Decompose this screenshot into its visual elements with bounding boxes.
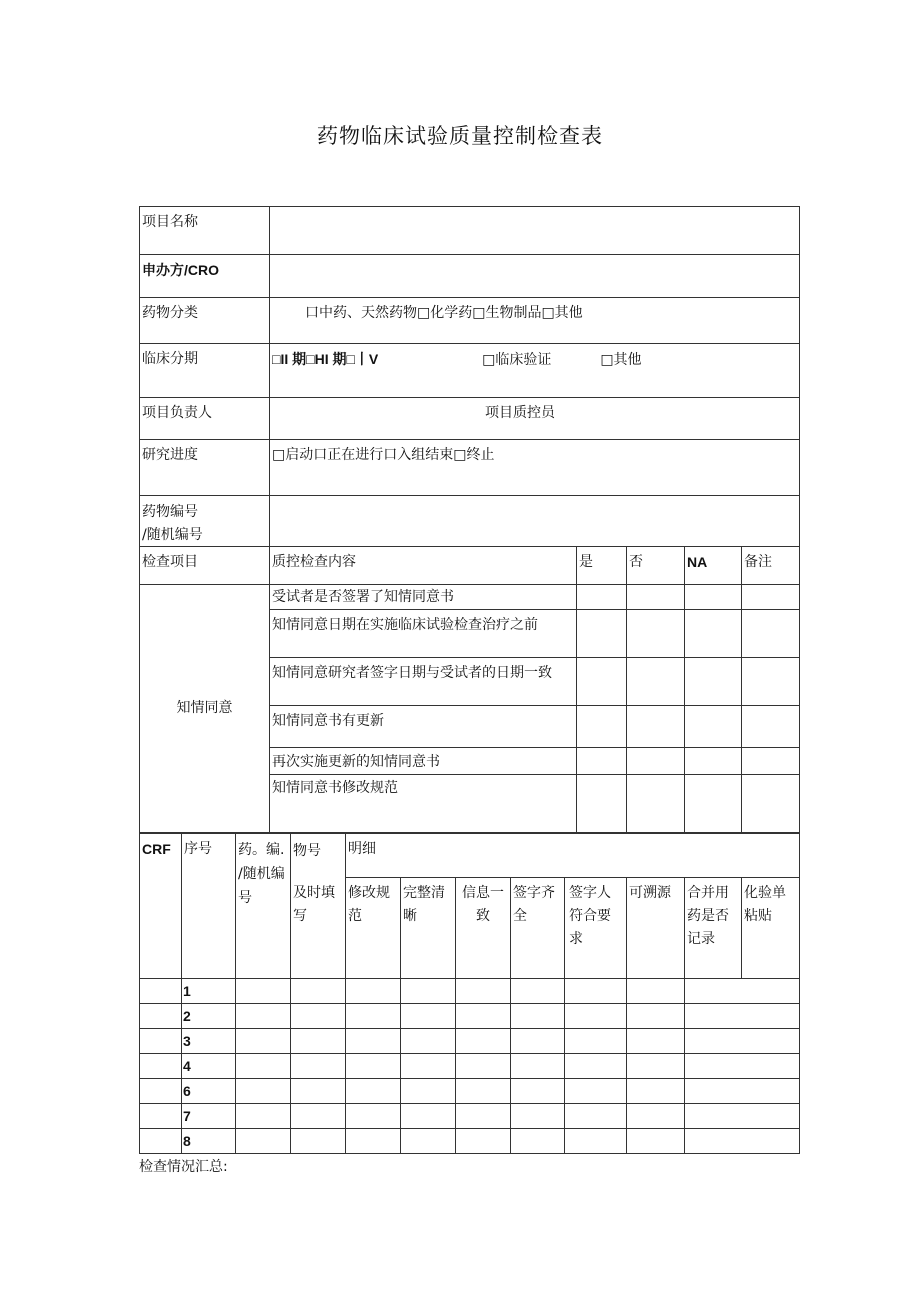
crf-col-timely: 及时填写 — [291, 878, 346, 979]
crf-cell[interactable] — [401, 1054, 456, 1079]
crf-cell[interactable] — [401, 1129, 456, 1154]
crf-cell[interactable] — [685, 1079, 800, 1104]
crf-cell[interactable] — [685, 1104, 800, 1129]
crf-cell[interactable] — [140, 1004, 182, 1029]
crf-cell[interactable] — [456, 979, 511, 1004]
crf-cell[interactable] — [627, 1054, 685, 1079]
crf-cell[interactable] — [346, 1079, 401, 1104]
drug-category-options[interactable]: 口中药、天然药物□化学药□生物制品□其他 — [270, 298, 800, 344]
crf-cell[interactable] — [236, 1079, 291, 1104]
crf-row-number: 6 — [182, 1079, 236, 1104]
phase-label: 临床分期 — [140, 344, 270, 398]
crf-cell[interactable] — [291, 1129, 346, 1154]
crf-cell[interactable] — [511, 1054, 565, 1079]
crf-cell[interactable] — [511, 1004, 565, 1029]
drug-number-label-line1: 药物编号 — [142, 504, 198, 520]
crf-cell[interactable] — [456, 1004, 511, 1029]
crf-cell[interactable] — [685, 1054, 800, 1079]
crf-cell[interactable] — [511, 1129, 565, 1154]
crf-drug-no-header: 药。编. /随机编号 — [236, 834, 291, 979]
remark-header: 备注 — [742, 547, 800, 585]
crf-cell[interactable] — [685, 979, 800, 1004]
crf-cell[interactable] — [346, 1054, 401, 1079]
consent-5-remark[interactable] — [742, 748, 800, 775]
crf-cell[interactable] — [565, 1104, 627, 1129]
crf-cell[interactable] — [627, 1129, 685, 1154]
crf-row-number: 7 — [182, 1104, 236, 1129]
consent-1-yes[interactable] — [577, 585, 627, 610]
consent-group-label: 知情同意 — [140, 585, 270, 833]
crf-cell[interactable] — [140, 1104, 182, 1129]
consent-item-3: 知情同意研究者签字日期与受试者的日期一致 — [270, 658, 577, 706]
crf-cell[interactable] — [291, 979, 346, 1004]
summary-label: 检查情况汇总: — [139, 1159, 228, 1175]
crf-col-signature: 签字齐全 — [511, 878, 565, 979]
consent-1-no[interactable] — [627, 585, 685, 610]
crf-col-lab-sheet: 化验单粘贴 — [742, 878, 800, 979]
drug-number-label — [140, 496, 270, 547]
consent-3-na[interactable] — [685, 658, 742, 706]
crf-row-number: 8 — [182, 1129, 236, 1154]
consent-4-na[interactable] — [685, 706, 742, 748]
crf-cell[interactable] — [456, 1129, 511, 1154]
crf-table — [139, 833, 800, 1154]
crf-col-consistent: 信息一致 — [456, 878, 511, 979]
crf-item-no-header: 物号 — [291, 834, 346, 878]
crf-cell[interactable] — [456, 1104, 511, 1129]
crf-cell[interactable] — [140, 1129, 182, 1154]
crf-cell[interactable] — [291, 1054, 346, 1079]
crf-cell[interactable] — [565, 1029, 627, 1054]
crf-cell[interactable] — [346, 1129, 401, 1154]
crf-cell[interactable] — [346, 1004, 401, 1029]
project-name-field[interactable] — [270, 207, 800, 255]
consent-6-remark[interactable] — [742, 775, 800, 833]
crf-cell[interactable] — [140, 979, 182, 1004]
progress-label: 研究进度 — [140, 440, 270, 496]
crf-cell[interactable] — [401, 1079, 456, 1104]
no-header: 否 — [627, 547, 685, 585]
drug-category-label: 药物分类 — [140, 298, 270, 344]
consent-item-2: 知情同意日期在实施临床试验检查治疗之前 — [270, 610, 577, 658]
crf-cell[interactable] — [346, 979, 401, 1004]
crf-cell[interactable] — [291, 1079, 346, 1104]
crf-cell[interactable] — [236, 1129, 291, 1154]
consent-4-yes[interactable] — [577, 706, 627, 748]
consent-item-4: 知情同意书有更新 — [270, 706, 577, 748]
crf-cell[interactable] — [401, 979, 456, 1004]
crf-seq-header: 序号 — [182, 834, 236, 979]
crf-cell[interactable] — [565, 1054, 627, 1079]
sponsor-field[interactable] — [270, 255, 800, 298]
consent-3-no[interactable] — [627, 658, 685, 706]
crf-cell[interactable] — [140, 1029, 182, 1054]
crf-cell[interactable] — [346, 1029, 401, 1054]
crf-cell[interactable] — [456, 1079, 511, 1104]
drug-number-label-line2: /随机编号 — [142, 527, 203, 543]
consent-6-yes[interactable] — [577, 775, 627, 833]
crf-col-complete: 完整清晰 — [401, 878, 456, 979]
check-item-header: 检查项目 — [140, 547, 270, 585]
crf-cell[interactable] — [627, 979, 685, 1004]
info-table — [139, 206, 800, 833]
consent-2-remark[interactable] — [742, 610, 800, 658]
crf-cell[interactable] — [456, 1054, 511, 1079]
crf-cell[interactable] — [291, 1104, 346, 1129]
qc-officer-label: 项目质控员 — [270, 398, 800, 440]
crf-cell[interactable] — [511, 1079, 565, 1104]
consent-6-na[interactable] — [685, 775, 742, 833]
crf-cell[interactable] — [565, 1079, 627, 1104]
consent-4-remark[interactable] — [742, 706, 800, 748]
consent-3-remark[interactable] — [742, 658, 800, 706]
page-title: 药物临床试验质量控制检查表 — [317, 124, 603, 148]
consent-6-no[interactable] — [627, 775, 685, 833]
crf-cell[interactable] — [627, 1004, 685, 1029]
crf-cell[interactable] — [685, 1129, 800, 1154]
consent-2-no[interactable] — [627, 610, 685, 658]
crf-cell[interactable] — [236, 1004, 291, 1029]
phase-options[interactable] — [270, 344, 800, 398]
na-header: NA — [685, 547, 742, 585]
crf-cell[interactable] — [140, 1054, 182, 1079]
crf-cell[interactable] — [291, 1004, 346, 1029]
consent-5-na[interactable] — [685, 748, 742, 775]
crf-cell[interactable] — [565, 979, 627, 1004]
crf-cell[interactable] — [627, 1104, 685, 1129]
project-lead-label: 项目负责人 — [140, 398, 270, 440]
crf-row-number: 2 — [182, 1004, 236, 1029]
consent-1-remark[interactable] — [742, 585, 800, 610]
crf-col-traceable: 可溯源 — [627, 878, 685, 979]
crf-cell[interactable] — [511, 979, 565, 1004]
crf-detail-header: 明细 — [346, 834, 800, 878]
crf-cell[interactable] — [236, 979, 291, 1004]
consent-item-5: 再次实施更新的知情同意书 — [270, 748, 577, 775]
phase-validation-checkbox[interactable]: □临床验证 — [482, 352, 552, 368]
check-content-header: 质控检查内容 — [270, 547, 577, 585]
crf-cell[interactable] — [511, 1029, 565, 1054]
crf-cell[interactable] — [627, 1079, 685, 1104]
consent-item-1: 受试者是否签署了知情同意书 — [270, 585, 577, 610]
consent-1-na[interactable] — [685, 585, 742, 610]
crf-cell[interactable] — [236, 1029, 291, 1054]
consent-2-na[interactable] — [685, 610, 742, 658]
crf-col-concomitant: 合并用药是否记录 — [685, 878, 742, 979]
crf-row-number: 1 — [182, 979, 236, 1004]
drug-number-field[interactable] — [270, 496, 800, 547]
crf-cell[interactable] — [401, 1104, 456, 1129]
crf-row-number: 3 — [182, 1029, 236, 1054]
crf-cell[interactable] — [511, 1104, 565, 1129]
crf-cell[interactable] — [346, 1104, 401, 1129]
crf-cell[interactable] — [627, 1029, 685, 1054]
consent-5-no[interactable] — [627, 748, 685, 775]
consent-5-yes[interactable] — [577, 748, 627, 775]
crf-cell[interactable] — [236, 1104, 291, 1129]
crf-cell[interactable] — [565, 1129, 627, 1154]
crf-cell[interactable] — [456, 1029, 511, 1054]
crf-col-signer: 签字人符合要求 — [565, 878, 627, 979]
sponsor-label: 申办方/CRO — [140, 255, 270, 298]
crf-cell[interactable] — [565, 1004, 627, 1029]
crf-row-number: 4 — [182, 1054, 236, 1079]
crf-cell[interactable] — [236, 1054, 291, 1079]
project-name-label: 项目名称 — [140, 207, 270, 255]
yes-header: 是 — [577, 547, 627, 585]
crf-cell[interactable] — [401, 1004, 456, 1029]
crf-cell[interactable] — [401, 1029, 456, 1054]
phase-checkboxes[interactable]: □II 期□HI 期□丨V — [272, 351, 379, 367]
crf-cell[interactable] — [140, 1079, 182, 1104]
consent-3-yes[interactable] — [577, 658, 627, 706]
crf-label: CRF — [140, 834, 182, 979]
crf-cell[interactable] — [685, 1029, 800, 1054]
crf-col-modify: 修改规范 — [346, 878, 401, 979]
progress-options[interactable]: □启动口正在进行口入组结束□终止 — [270, 440, 800, 496]
consent-2-yes[interactable] — [577, 610, 627, 658]
crf-cell[interactable] — [685, 1004, 800, 1029]
consent-item-6: 知情同意书修改规范 — [270, 775, 577, 833]
consent-4-no[interactable] — [627, 706, 685, 748]
phase-other-checkbox[interactable]: □其他 — [600, 352, 642, 368]
crf-cell[interactable] — [291, 1029, 346, 1054]
